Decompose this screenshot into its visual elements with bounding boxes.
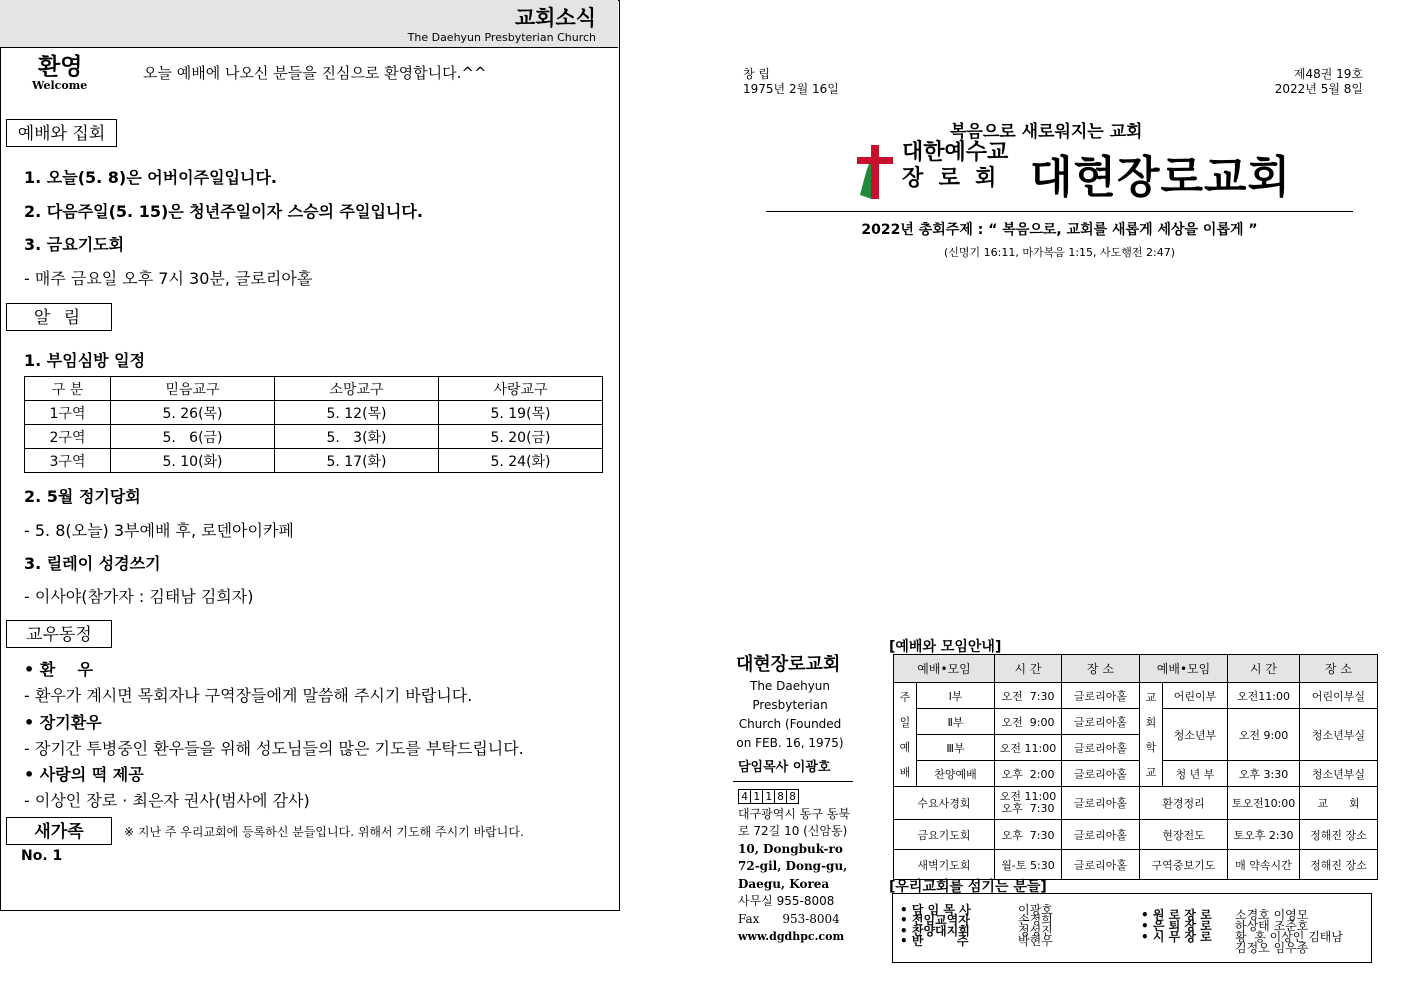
table-row (894, 709, 1378, 735)
table-cell: 매 약속시간 (1228, 850, 1300, 880)
church-cross-logo (854, 143, 898, 201)
table-cell: 토오후 2:30 (1228, 820, 1300, 850)
table-cell: 5. 17(화) (275, 449, 439, 473)
table-header: 시 간 (995, 655, 1062, 683)
table-header: 장 소 (1300, 655, 1378, 683)
table-cell: 교 회 (1300, 787, 1378, 820)
news-title: 교회소식 (514, 6, 596, 30)
table-cell: 찬양예배 (917, 761, 995, 787)
label-char: 주 (899, 690, 911, 704)
notice-2-detail: - 5. 8(오늘) 3부예배 후, 로덴아이카페 (24, 521, 294, 540)
table-header: 구 분 (25, 377, 111, 401)
table-cell: 오전11:00 (1228, 683, 1300, 709)
table-cell: Ⅱ부 (917, 709, 995, 735)
table-cell: 토오전10:00 (1228, 787, 1300, 820)
table-cell: 어린이부실 (1300, 683, 1378, 709)
notice-2: 2. 5월 정기당회 (24, 487, 141, 506)
zip-digit: 1 (762, 789, 775, 804)
founded-date: 1975년 2월 16일 (743, 82, 839, 96)
table-cell: Ⅰ부 (917, 683, 995, 709)
new-family-note: ※ 지난 주 우리교회에 등록하신 분들입니다. 위해서 기도해 주시기 바랍니다. (124, 825, 524, 839)
servant-name: 하상태 조준호 (1235, 919, 1309, 933)
section-new-family: 새가족 (6, 817, 112, 845)
time-line: 오전 11:00 (999, 790, 1057, 803)
notice-3-detail: - 이사야(참가자 : 김태남 김희자) (24, 587, 254, 606)
welcome-title: 환영 (38, 53, 83, 80)
label-char: 회 (1145, 715, 1157, 729)
table-cell: 5. 12(목) (275, 401, 439, 425)
church-name-large: 대현장로교회 (1030, 152, 1292, 203)
table-header: 사랑교구 (439, 377, 603, 401)
servant-name: 황 홍 이상인 김태남 (1235, 930, 1343, 944)
table-cell: Ⅲ부 (917, 735, 995, 761)
members-longterm-detail: - 장기간 투병중인 환우들을 위해 성도님들의 많은 기도를 부탁드립니다. (24, 739, 524, 758)
members-ricecake-detail: - 이상인 장로 · 최은자 권사(범사에 감사) (24, 791, 310, 810)
zip-digit: 8 (774, 789, 787, 804)
table-cell: 구역중보기도 (1140, 850, 1228, 880)
assembly-theme-reference: (신명기 16:11, 마가복음 1:15, 사도행전 2:47) (943, 246, 1176, 259)
servant-role: • 원 로 장 로 (1141, 908, 1212, 922)
welcome-message: 오늘 예배에 나오신 분들을 진심으로 환영합니다.^^ (143, 64, 487, 82)
worship-guide-title: [예배와 모임안내] (889, 639, 1002, 655)
table-cell: 금요기도회 (894, 820, 995, 850)
address-korean: 대구광역시 동구 동북로 72길 10 (신암동) (738, 806, 850, 838)
table-cell: 청소년부 (1163, 709, 1228, 761)
senior-pastor: 담임목사 이광호 (738, 760, 831, 775)
servant-name: 손정희 (1018, 913, 1053, 927)
notice-3: 3. 릴레이 성경쓰기 (24, 554, 161, 573)
table-cell: 5. 19(목) (439, 401, 603, 425)
table-cell: 1구역 (25, 401, 111, 425)
table-cell: 글로리아홀 (1062, 761, 1140, 787)
servant-name: 김정오 임우종 (1235, 941, 1309, 955)
servants-box (892, 893, 1372, 963)
worship-item-3: 3. 금요기도회 (24, 235, 125, 254)
servants-title: [우리교회를 섬기는 분들] (889, 879, 1047, 895)
fax-number: Fax 953-8004 (738, 911, 840, 926)
table-cell: 5. 6(금) (111, 425, 275, 449)
news-header (0, 0, 618, 48)
bulletin-date: 2022년 5월 8일 (1274, 82, 1363, 96)
sunday-worship-label (894, 683, 917, 787)
church-slogan: 복음으로 새로워지는 교회 (950, 122, 1143, 142)
table-cell: 정해진 장소 (1300, 850, 1378, 880)
table-cell: 5. 24(화) (439, 449, 603, 473)
office-phone: 사무실 955-8008 (738, 894, 835, 908)
servant-name: 소경호 이영모 (1235, 908, 1309, 922)
zip-digit: 1 (750, 789, 763, 804)
founded-label: 창 립 (743, 67, 770, 81)
servant-role: • 찬양대지휘 (900, 924, 970, 938)
notice-1: 1. 부임심방 일정 (24, 351, 146, 370)
table-cell: 오후 3:30 (1228, 761, 1300, 787)
table-cell: 환경정리 (1140, 787, 1228, 820)
table-cell: 글로리아홀 (1062, 735, 1140, 761)
table-cell: 글로리아홀 (1062, 683, 1140, 709)
table-row (894, 850, 1378, 880)
assembly-theme: 2022년 총회주제 : “ 복음으로, 교회를 새롭게 세상을 이롭게 ” (861, 222, 1258, 238)
table-cell: 오후 2:00 (995, 761, 1062, 787)
address-english: 10, Dongbuk-ro 72-gil, Dong-gu, Daegu, Korea (738, 841, 848, 891)
table-cell: 글로리아홀 (1062, 709, 1140, 735)
table-header: 시 간 (1228, 655, 1300, 683)
new-family-number: No. 1 (21, 848, 63, 864)
table-header: 소망교구 (275, 377, 439, 401)
worship-item-4: - 매주 금요일 오후 7시 30분, 글로리아홀 (24, 269, 313, 288)
label-char: 배 (899, 765, 911, 779)
worship-item-1: 1. 오늘(5. 8)은 어버이주일입니다. (24, 168, 277, 187)
church-name: 대현장로교회 (736, 654, 841, 675)
zip-digit: 8 (786, 789, 799, 804)
zip-code (738, 788, 853, 806)
visit-schedule-table (24, 376, 603, 473)
table-row (25, 425, 603, 449)
table-cell: 수요사경회 (894, 787, 995, 820)
school-label (1140, 683, 1163, 787)
servant-role: • 반 주 (900, 934, 969, 948)
table-cell: 5. 3(화) (275, 425, 439, 449)
table-cell: 3구역 (25, 449, 111, 473)
table-cell: 글로리아홀 (1062, 850, 1140, 880)
church-news-panel (0, 0, 620, 911)
table-cell: 새벽기도회 (894, 850, 995, 880)
members-longterm-title: • 장기환우 (24, 713, 102, 732)
news-subtitle: The Daehyun Presbyterian Church (407, 31, 596, 44)
table-row (25, 401, 603, 425)
label-char: 교 (1145, 765, 1157, 779)
servant-name: 정성진 (1018, 924, 1053, 938)
divider (733, 781, 853, 782)
table-cell: 청 년 부 (1163, 761, 1228, 787)
table-header: 믿음교구 (111, 377, 275, 401)
divider (766, 211, 1353, 212)
members-patients-title: • 환 우 (24, 660, 93, 679)
table-cell: 청소년부실 (1300, 761, 1378, 787)
website: www.dgdhpc.com (738, 930, 845, 943)
worship-item-2: 2. 다음주일(5. 15)은 청년주일이자 스승의 주일입니다. (24, 202, 423, 221)
table-cell: 오전 11:00 (995, 735, 1062, 761)
denomination-name (902, 140, 1008, 192)
members-patients-detail: - 환우가 계시면 목회자나 구역장들에게 말씀해 주시기 바랍니다. (24, 686, 473, 705)
servant-role: • 담 임 목 사 (900, 903, 971, 917)
church-address (738, 788, 853, 946)
table-row (894, 787, 1378, 820)
table-row (25, 377, 603, 401)
table-cell: 청소년부실 (1300, 709, 1378, 761)
servant-role: • 은 퇴 장 로 (1141, 919, 1212, 933)
zip-digit: 4 (738, 789, 751, 804)
label-char: 일 (899, 715, 911, 729)
members-ricecake-title: • 사랑의 떡 제공 (24, 765, 144, 784)
table-header: 예배•모임 (894, 655, 995, 683)
servant-role: • 전임교역자 (900, 913, 970, 927)
worship-guide-table (893, 654, 1378, 880)
table-cell: 5. 20(금) (439, 425, 603, 449)
table-cell: 글로리아홀 (1062, 787, 1140, 820)
section-worship: 예배와 집회 (6, 119, 117, 147)
table-cell: 오전 9:00 (1228, 709, 1300, 761)
table-row (894, 683, 1378, 709)
table-header: 예배•모임 (1140, 655, 1228, 683)
zip-code-value (738, 789, 798, 803)
volume-number: 제48권 19호 (1293, 67, 1363, 81)
table-cell: 현장전도 (1140, 820, 1228, 850)
table-cell: 5. 26(목) (111, 401, 275, 425)
servant-role: • 시 무 장 로 (1141, 930, 1212, 944)
table-header: 장 소 (1062, 655, 1140, 683)
table-row (894, 655, 1378, 683)
table-cell: 오전 9:00 (995, 709, 1062, 735)
table-cell: 2구역 (25, 425, 111, 449)
table-row (25, 449, 603, 473)
table-cell: 글로리아홀 (1062, 820, 1140, 850)
church-english-name: The Daehyun Presbyterian Church (Founded on FEB. 16, 1975) (736, 679, 844, 750)
table-cell (995, 787, 1062, 820)
table-cell: 월-토 5:30 (995, 850, 1062, 880)
label-char: 예 (899, 740, 911, 754)
denomination-line-1: 대한예수교 (902, 140, 1009, 165)
welcome-title-en: Welcome (32, 79, 88, 92)
label-char: 교 (1145, 690, 1157, 704)
table-row (894, 761, 1378, 787)
servant-name: 이광호 (1018, 903, 1053, 917)
table-cell: 오전 7:30 (995, 683, 1062, 709)
section-notice: 알 림 (6, 303, 112, 331)
denomination-line-2: 장 로 회 (902, 166, 997, 191)
table-row (894, 820, 1378, 850)
label-char: 학 (1145, 740, 1157, 754)
table-cell: 정해진 장소 (1300, 820, 1378, 850)
time-line: 오후 7:30 (1001, 802, 1055, 815)
table-cell: 오후 7:30 (995, 820, 1062, 850)
servant-name: 박현우 (1018, 934, 1053, 948)
table-cell: 5. 10(화) (111, 449, 275, 473)
section-members: 교우동정 (6, 620, 112, 648)
table-cell: 어린이부 (1163, 683, 1228, 709)
